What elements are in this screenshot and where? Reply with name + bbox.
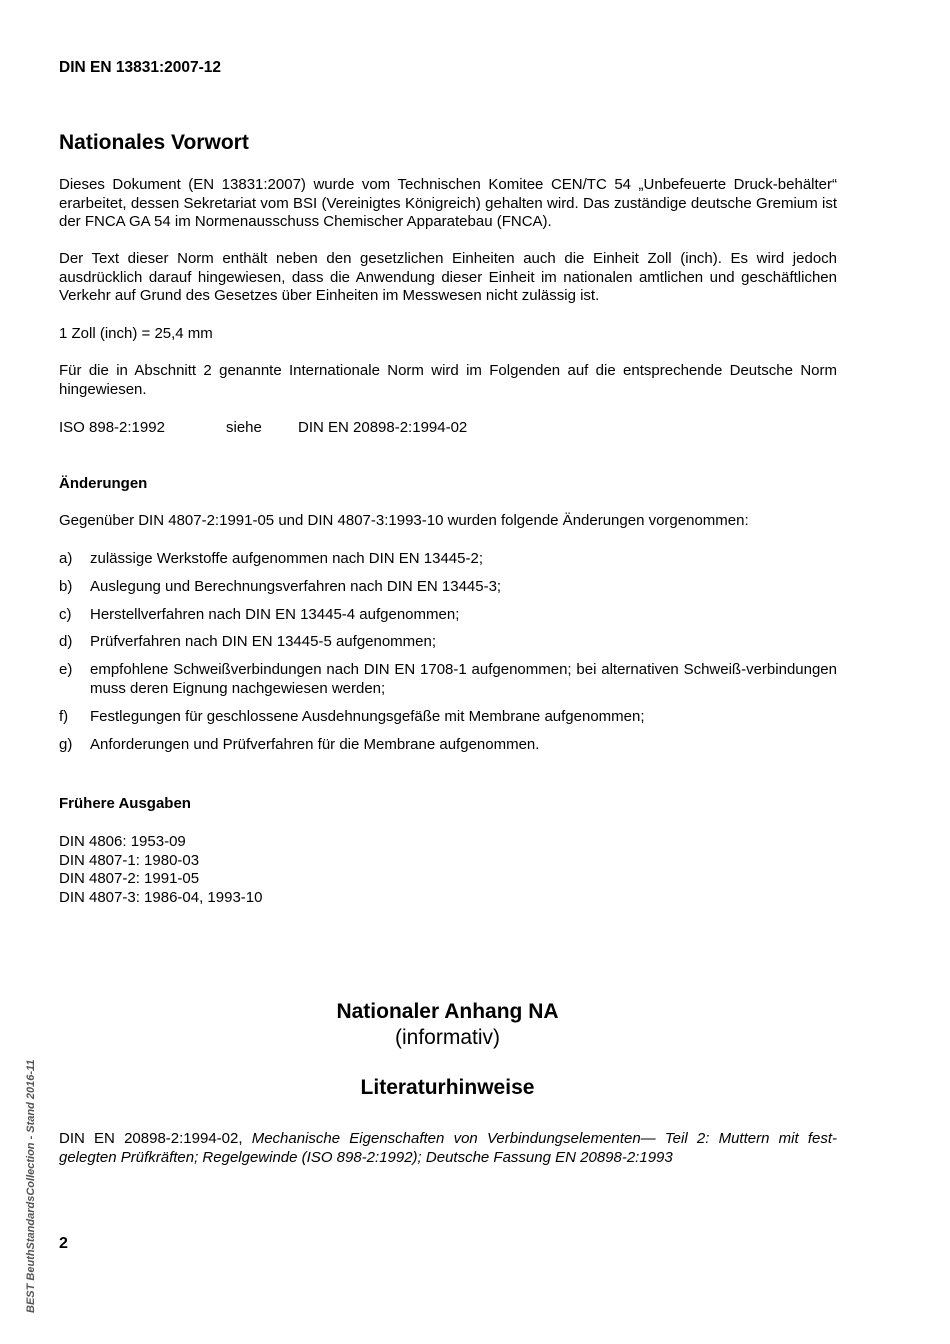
bibliography-title: Literaturhinweise bbox=[360, 1076, 535, 1099]
bibliography-reference: DIN EN 20898-2:1994-02, bbox=[59, 1130, 243, 1147]
vorwort-paragraph-3: 1 Zoll (inch) = 25,4 mm bbox=[59, 325, 213, 342]
edition-line: DIN 4806: 1953-09 bbox=[59, 833, 186, 850]
list-item bbox=[59, 708, 837, 727]
list-item-text: Prüfverfahren nach DIN EN 13445-5 aufgenommen; bbox=[90, 633, 437, 650]
edition-line: DIN 4807-2: 1991-05 bbox=[59, 870, 200, 887]
annex-title: Nationaler Anhang NA bbox=[336, 1000, 559, 1023]
vorwort-paragraph-4: Für die in Abschnitt 2 genannte Internationale Norm wird im Folgenden auf die entsprechende Deutsche Norm hingewiesen. bbox=[59, 362, 837, 398]
list-item bbox=[59, 633, 837, 652]
section-title-fruehere-ausgaben: Frühere Ausgaben bbox=[59, 795, 191, 812]
edition-line: DIN 4807-3: 1986-04, 1993-10 bbox=[59, 888, 263, 906]
list-item bbox=[59, 550, 837, 569]
reference-din: DIN EN 20898-2:1994-02 bbox=[298, 419, 468, 436]
bibliography-reference-title: Mechanische Eigenschaften von Verbindungselementen— Teil 2: Muttern mit fest-gelegten Prüfkräften; Regelgewinde (ISO 898-2:1992); Deutsche Fassung EN 20898-2:1993 bbox=[59, 1130, 837, 1166]
list-item-label: b) bbox=[59, 578, 73, 595]
list-item-label: f) bbox=[59, 708, 69, 725]
list-item bbox=[59, 606, 837, 625]
sidebar-watermark: BEST BeuthStandardsCollection - Stand 2016-11 bbox=[25, 1059, 37, 1313]
document-id: DIN EN 13831:2007-12 bbox=[59, 59, 221, 76]
reference-iso: ISO 898-2:1992 bbox=[59, 419, 165, 436]
list-item-text: Herstellverfahren nach DIN EN 13445-4 aufgenommen; bbox=[90, 606, 460, 623]
list-item bbox=[59, 661, 837, 698]
list-item bbox=[59, 578, 837, 597]
bibliography-entry bbox=[59, 1130, 837, 1167]
annex-subtitle: (informativ) bbox=[394, 1026, 500, 1049]
aenderungen-intro: Gegenüber DIN 4807-2:1991-05 und DIN 4807-3:1993-10 wurden folgende Änderungen vorgenommen: bbox=[59, 512, 749, 529]
list-item-label: e) bbox=[59, 661, 73, 678]
page-number: 2 bbox=[59, 1235, 68, 1252]
list-item-label: g) bbox=[59, 736, 73, 753]
list-item-label: c) bbox=[59, 606, 72, 623]
previous-editions-list bbox=[59, 833, 262, 907]
list-item-label: a) bbox=[59, 550, 73, 567]
section-title-aenderungen: Änderungen bbox=[59, 475, 148, 492]
list-item-text: Auslegung und Berechnungsverfahren nach DIN EN 13445-3; bbox=[90, 578, 502, 595]
list-item-label: d) bbox=[59, 633, 73, 650]
list-item-text: Festlegungen für geschlossene Ausdehnungsgefäße mit Membrane aufgenommen; bbox=[90, 708, 645, 725]
list-item bbox=[59, 736, 837, 755]
section-title-vorwort: Nationales Vorwort bbox=[59, 131, 249, 154]
vorwort-paragraph-1: Dieses Dokument (EN 13831:2007) wurde vom Technischen Komitee CEN/TC 54 „Unbefeuerte Druck-behälter“ erarbeitet, dessen Sekretariat vom BSI (Vereinigtes Königreich) gehalten wird. Das zuständige deutsche Gremium ist der FNCA GA 54 im Normenausschuss Chemischer Apparatebau (FNCA). bbox=[59, 176, 837, 230]
list-item-text: Anforderungen und Prüfverfahren für die Membrane aufgenommen. bbox=[90, 736, 540, 753]
list-item-text: zulässige Werkstoffe aufgenommen nach DIN EN 13445-2; bbox=[90, 550, 483, 567]
list-item-text: empfohlene Schweißverbindungen nach DIN EN 1708-1 aufgenommen; bei alternativen Schweiß-verbindungen muss deren Eignung nachgewiesen werden; bbox=[90, 661, 837, 697]
vorwort-paragraph-2: Der Text dieser Norm enthält neben den gesetzlichen Einheiten auch die Einheit Zoll (inch). Es wird jedoch ausdrücklich darauf hingewiesen, dass die Anwendung dieser Einheit im nationalen amtlichen und geschäftlichen Verkehr auf Grund des Gesetzes über Einheiten im Messwesen nicht zulässig ist. bbox=[59, 250, 837, 304]
edition-line: DIN 4807-1: 1980-03 bbox=[59, 851, 200, 869]
reference-see: siehe bbox=[226, 419, 262, 436]
